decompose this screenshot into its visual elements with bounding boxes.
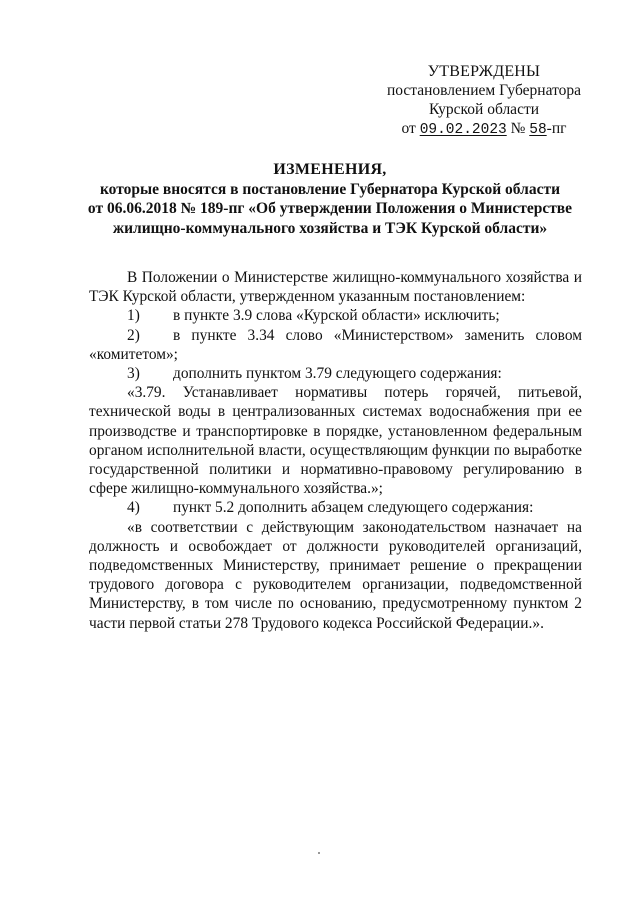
quote-paragraph-3-79: «3.79. Устанавливает нормативы потерь горячей, питьевой, технической воды в централизованных системах водоснабжения при ее производстве и транспортировке в порядке, установленном федеральным органом исполнительной власти, осуществляющим функции по выработке государственной политики и нормативно-правовому регулированию в сфере жилищно-коммунального хозяйства.»; bbox=[89, 384, 582, 498]
item-number: 3) bbox=[127, 365, 140, 383]
quote-paragraph-5-2: «в соответствии с действующим законодательством назначает на должность и освобождает от должности руководителей организаций, подведомственных Министерству, принимает решение о прекращении трудового договора с руководителем организации, подведомственной Министерству, в том числе по основанию, предусмотренному пунктом 2 части первой статьи 278 Трудового кодекса Российской Федерации.». bbox=[89, 518, 582, 632]
approval-number: 58 bbox=[529, 122, 547, 138]
approval-line-2: Курской области bbox=[428, 101, 540, 118]
approval-date-prefix: от bbox=[401, 120, 416, 137]
list-item-2 bbox=[89, 326, 582, 364]
list-item-3 bbox=[89, 364, 582, 383]
title-line-3: жилищно-коммунального хозяйства и ТЭК Курской области» bbox=[112, 219, 548, 237]
item-number: 1) bbox=[127, 307, 140, 325]
list-item-1 bbox=[89, 306, 582, 325]
approval-number-suffix: -пг bbox=[546, 120, 567, 137]
list-item-4 bbox=[89, 498, 582, 517]
approval-line-1: постановлением Губернатора bbox=[386, 82, 582, 99]
title-line-1: которые вносятся в постановление Губернатора Курской области bbox=[99, 180, 561, 198]
item-text: дополнить пунктом 3.79 следующего содержания: bbox=[173, 365, 502, 383]
title-main: ИЗМЕНЕНИЯ, bbox=[273, 161, 387, 178]
intro-paragraph: В Положении о Министерстве жилищно-коммунального хозяйства и ТЭК Курской области, утвержденном указанным постановлением: bbox=[89, 269, 582, 306]
item-text: пункт 5.2 дополнить абзацем следующего содержания: bbox=[173, 499, 534, 517]
item-text: в пункте 3.9 слова «Курской области» исключить; bbox=[173, 307, 500, 325]
approval-number-sign: № bbox=[510, 120, 526, 137]
item-number: 2) bbox=[127, 326, 140, 344]
item-text: в пункте 3.34 слово «Министерством» заменить словом «комитетом»; bbox=[89, 326, 582, 363]
document-body bbox=[89, 268, 582, 633]
approval-heading: УТВЕРЖДЕНЫ bbox=[427, 63, 541, 80]
approval-stamp bbox=[384, 62, 584, 140]
document-title bbox=[80, 160, 580, 238]
item-number: 4) bbox=[127, 499, 140, 517]
approval-date-line bbox=[384, 119, 584, 140]
title-line-2: от 06.06.2018 № 189-пг «Об утверждении Положения о Министерстве bbox=[87, 200, 573, 217]
scan-speck bbox=[318, 852, 320, 854]
approval-date: 09.02.2023 bbox=[419, 122, 507, 138]
